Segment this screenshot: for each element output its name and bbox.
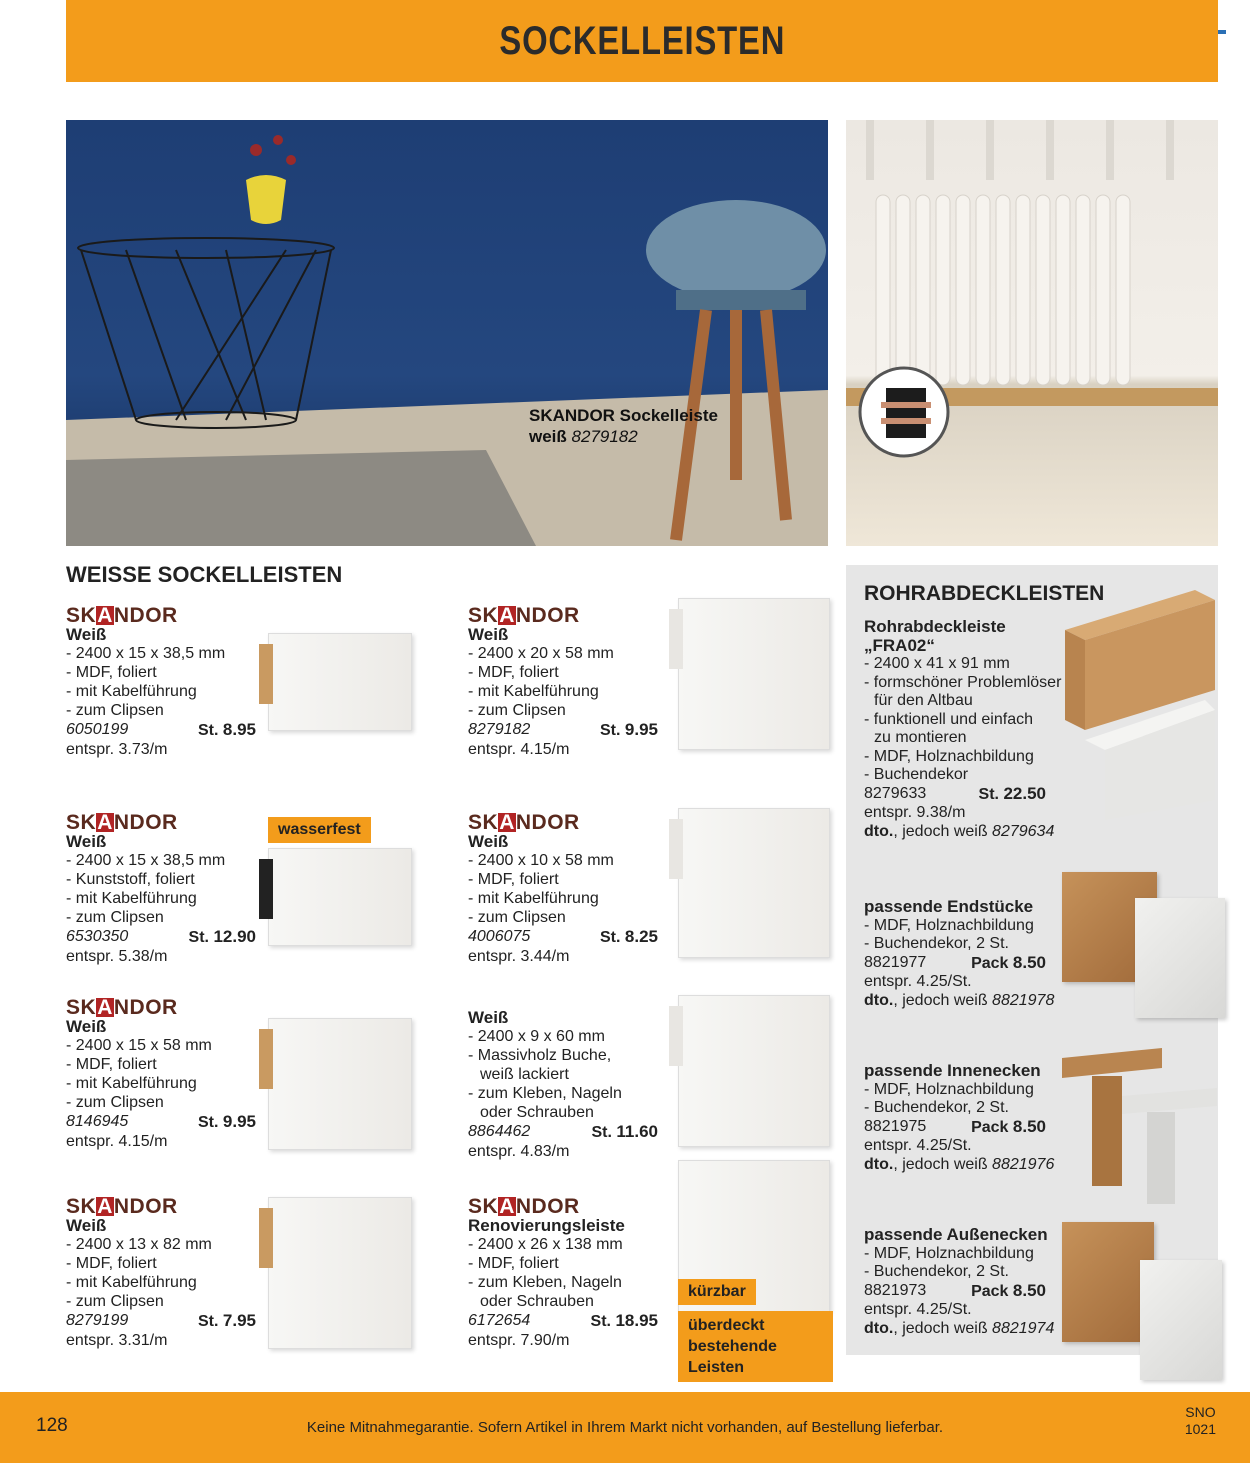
product-card: [66, 1197, 256, 1350]
unit-price: entspr. 4.25/St.: [864, 1137, 972, 1154]
product-detail: - 2400 x 10 x 58 mm: [468, 852, 614, 869]
product-detail: - MDF, Holznachbildung: [864, 916, 1034, 934]
product-detail: - Buchendekor: [864, 766, 969, 783]
product-card: [468, 1197, 658, 1350]
product-card: [66, 813, 256, 966]
section-title-pipe-covers: ROHRABDECKLEISTEN: [864, 582, 1105, 605]
article-number: 8279182: [468, 721, 531, 738]
skirting-board-image: [268, 848, 412, 946]
price: St. 11.60: [591, 1122, 658, 1141]
outer-corner-white-image: [1140, 1260, 1222, 1380]
product-name: Weiß: [66, 1216, 107, 1235]
inner-corner-image: [1052, 1048, 1222, 1208]
tag-waterproof: wasserfest: [268, 817, 371, 843]
price: St. 18.95: [590, 1311, 658, 1330]
brand-logo-skandor: SKANDOR: [66, 996, 178, 1019]
product-detail: - 2400 x 9 x 60 mm: [468, 1028, 605, 1045]
product-card: [66, 998, 256, 1151]
variant-note: dto., jedoch weiß 8279634: [864, 822, 1055, 840]
side-product-card: [864, 1062, 1054, 1174]
product-detail: - mit Kabelführung: [66, 1274, 197, 1291]
article-number: 8821977: [864, 953, 927, 971]
page-title: SOCKELLEISTEN: [499, 18, 785, 63]
product-detail: - 2400 x 15 x 58 mm: [66, 1037, 212, 1054]
tag-covers-existing: überdeckt bestehende Leisten: [678, 1311, 833, 1382]
product-name-model: „FRA02“: [864, 635, 935, 655]
product-detail: - 2400 x 26 x 138 mm: [468, 1236, 623, 1253]
brand-logo-skandor: SKANDOR: [66, 604, 178, 627]
product-detail: - MDF, Holznachbildung: [864, 747, 1034, 765]
side-product-card: [864, 618, 1061, 841]
product-name: Rohrabdeckleiste: [864, 617, 1006, 636]
product-detail: - zum Clipsen: [66, 1094, 164, 1111]
article-number: 8864462: [468, 1123, 531, 1140]
product-detail: oder Schrauben: [480, 1293, 594, 1310]
product-detail: - MDF, foliert: [66, 1056, 157, 1073]
product-card: [66, 606, 256, 759]
unit-price: entspr. 3.44/m: [468, 948, 570, 965]
product-detail: - Buchendekor, 2 St.: [864, 935, 1009, 952]
product-card: [468, 813, 658, 966]
unit-price: entspr. 4.15/m: [66, 1133, 168, 1150]
article-number: 4006075: [468, 928, 531, 945]
article-number: 6530350: [66, 928, 129, 945]
product-detail: - MDF, foliert: [66, 1255, 157, 1272]
skirting-board-image: [678, 995, 830, 1147]
product-detail: - zum Clipsen: [468, 702, 566, 719]
product-name: Weiß: [468, 1008, 509, 1027]
product-name: passende Endstücke: [864, 897, 1034, 916]
product-detail: - Kunststoff, foliert: [66, 871, 195, 888]
skirting-board-image: [678, 808, 830, 958]
product-detail: - zum Clipsen: [66, 909, 164, 926]
product-detail: - zum Kleben, Nageln: [468, 1274, 622, 1291]
price: St. 8.95: [198, 720, 256, 739]
skirting-board-image: [268, 633, 412, 731]
price: St. 7.95: [198, 1311, 256, 1330]
product-detail: weiß lackiert: [480, 1066, 569, 1083]
article-number: 8146945: [66, 1113, 129, 1130]
product-detail: - MDF, foliert: [66, 664, 157, 681]
price: St. 12.90: [188, 927, 256, 946]
product-detail: - zum Clipsen: [66, 702, 164, 719]
price: St. 9.95: [600, 720, 658, 739]
hero-caption: [529, 405, 718, 447]
product-detail: - mit Kabelführung: [468, 683, 599, 700]
skirting-board-image: [268, 1018, 412, 1150]
product-detail: - mit Kabelführung: [468, 890, 599, 907]
product-detail: zu montieren: [874, 729, 967, 746]
unit-price: entspr. 9.38/m: [864, 804, 966, 821]
product-name: Weiß: [66, 625, 107, 644]
article-number: 8821975: [864, 1117, 927, 1135]
product-name: passende Innenecken: [864, 1061, 1041, 1080]
brand-logo-skandor: SKANDOR: [468, 811, 580, 834]
unit-price: entspr. 3.31/m: [66, 1332, 168, 1349]
caption-number: 8279182: [571, 427, 638, 446]
article-number: 8279199: [66, 1312, 129, 1329]
brand-logo-skandor: SKANDOR: [468, 1195, 580, 1218]
unit-price: entspr. 4.25/St.: [864, 973, 972, 990]
page-number: 128: [36, 1415, 68, 1436]
price: St. 22.50: [978, 783, 1046, 803]
product-detail: - zum Clipsen: [66, 1293, 164, 1310]
product-name: Weiß: [66, 832, 107, 851]
product-detail: - MDF, foliert: [468, 871, 559, 888]
product-detail: - 2400 x 20 x 58 mm: [468, 645, 614, 662]
product-detail: - 2400 x 13 x 82 mm: [66, 1236, 212, 1253]
pipe-cover-image: [1045, 590, 1215, 820]
product-detail: - Buchendekor, 2 St.: [864, 1099, 1009, 1116]
product-detail: - 2400 x 15 x 38,5 mm: [66, 852, 226, 869]
variant-note: dto., jedoch weiß 8821978: [864, 991, 1055, 1009]
variant-note: dto., jedoch weiß 8821974: [864, 1319, 1055, 1337]
product-detail: - zum Clipsen: [468, 909, 566, 926]
hero-photo-radiator: [846, 120, 1218, 546]
price: St. 9.95: [198, 1112, 256, 1131]
section-title-white-skirting: WEISSE SOCKELLEISTEN: [66, 562, 343, 587]
corner-mark: [1218, 30, 1226, 34]
unit-price: entspr. 3.73/m: [66, 741, 168, 758]
article-number: 8821973: [864, 1281, 927, 1299]
unit-price: entspr. 4.25/St.: [864, 1301, 972, 1318]
product-detail: - mit Kabelführung: [66, 683, 197, 700]
price: Pack 8.50: [971, 1280, 1046, 1300]
variant-note: dto., jedoch weiß 8821976: [864, 1155, 1055, 1173]
side-product-card: [864, 898, 1054, 1010]
product-detail: für den Altbau: [874, 692, 973, 709]
product-detail: - MDF, foliert: [468, 664, 559, 681]
article-number: 8279633: [864, 784, 927, 802]
unit-price: entspr. 7.90/m: [468, 1332, 570, 1349]
catalog-code: SNO 1021: [1184, 1404, 1216, 1437]
page-header: [66, 0, 1218, 82]
hero-photo-living-room: [66, 120, 828, 546]
product-name: Weiß: [468, 625, 509, 644]
product-detail: - mit Kabelführung: [66, 890, 197, 907]
unit-price: entspr. 4.83/m: [468, 1143, 570, 1160]
product-name: passende Außenecken: [864, 1225, 1048, 1244]
product-detail: - Buchendekor, 2 St.: [864, 1263, 1009, 1280]
product-detail: - Massivholz Buche,: [468, 1047, 612, 1064]
unit-price: entspr. 5.38/m: [66, 948, 168, 965]
product-detail: - 2400 x 15 x 38,5 mm: [66, 645, 226, 662]
price: Pack 8.50: [971, 1116, 1046, 1136]
price: Pack 8.50: [971, 952, 1046, 972]
caption-name: SKANDOR Sockelleiste: [529, 406, 718, 425]
end-piece-white-image: [1135, 898, 1225, 1018]
skirting-board-image: [268, 1197, 412, 1349]
skirting-board-image: [678, 598, 830, 750]
product-detail: - 2400 x 41 x 91 mm: [864, 655, 1010, 672]
product-detail: - zum Kleben, Nageln: [468, 1085, 622, 1102]
tag-shortenable: kürzbar: [678, 1279, 756, 1305]
brand-logo-skandor: SKANDOR: [468, 604, 580, 627]
unit-price: entspr. 4.15/m: [468, 741, 570, 758]
article-number: 6050199: [66, 721, 129, 738]
product-name: Weiß: [468, 832, 509, 851]
product-detail: - mit Kabelführung: [66, 1075, 197, 1092]
price: St. 8.25: [600, 927, 658, 946]
product-name: Weiß: [66, 1017, 107, 1036]
radiator-illustration: [846, 120, 1218, 546]
product-detail: - MDF, foliert: [468, 1255, 559, 1272]
product-detail: - funktionell und einfach: [864, 710, 1033, 728]
article-number: 6172654: [468, 1312, 531, 1329]
brand-logo-skandor: SKANDOR: [66, 1195, 178, 1218]
product-detail: - MDF, Holznachbildung: [864, 1080, 1034, 1098]
caption-color: weiß: [529, 427, 567, 446]
side-product-card: [864, 1226, 1054, 1338]
product-detail: oder Schrauben: [480, 1104, 594, 1121]
product-detail: - formschöner Problemlöser: [864, 673, 1062, 691]
living-room-illustration: [66, 120, 828, 546]
product-card: [468, 1008, 658, 1161]
brand-logo-skandor: SKANDOR: [66, 811, 178, 834]
product-name: Renovierungsleiste: [468, 1216, 625, 1235]
disclaimer-text: Keine Mitnahmegarantie. Sofern Artikel in Ihrem Markt nicht vorhanden, auf Bestellung lieferbar.: [306, 1419, 944, 1436]
product-detail: - MDF, Holznachbildung: [864, 1244, 1034, 1262]
product-card: [468, 606, 658, 759]
